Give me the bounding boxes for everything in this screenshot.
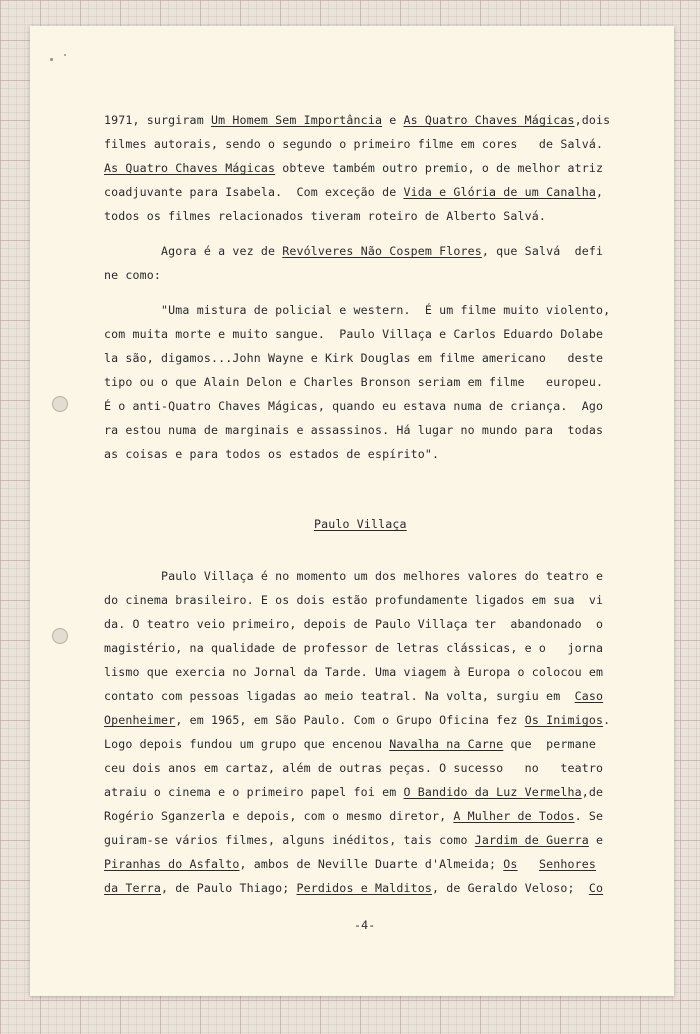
text-run: e <box>382 113 404 127</box>
quote-line <box>104 447 439 461</box>
text-run: la são, digamos...John Wayne e Kirk Douglas em filme americano deste <box>104 351 604 365</box>
underlined-title: Piranhas do Asfalto <box>104 857 240 871</box>
underlined-title: Jardim de Guerra <box>474 833 589 847</box>
text-run: , ambos de Neville Duarte d'Almeida; <box>239 857 504 871</box>
paragraph2-line <box>104 857 596 871</box>
paragraph2-line <box>104 761 603 775</box>
paragraph2-line <box>104 737 596 751</box>
paragraph1-line <box>104 137 603 151</box>
punch-hole-bottom <box>52 628 68 644</box>
paper-speck <box>64 54 66 56</box>
underlined-title: Os <box>503 857 518 871</box>
text-run: ,de <box>581 785 604 799</box>
text-run: atraiu o cinema e o primeiro papel foi em <box>104 785 404 799</box>
text-run: , de Paulo Thiago; <box>161 881 297 895</box>
paragraph1-line <box>104 268 161 282</box>
text-run: "Uma mistura de policial e western. É um filme muito violento, <box>104 303 611 317</box>
section-heading <box>314 517 407 531</box>
text-run: Paulo Villaça é no momento um dos melhores valores do teatro e <box>104 569 604 583</box>
paragraph2-line <box>104 617 603 631</box>
underlined-title: O Bandido da Luz Vermelha <box>403 785 582 799</box>
quote-line <box>104 303 610 317</box>
paragraph2-line <box>104 641 603 655</box>
underlined-title: Senhores <box>538 857 596 871</box>
underlined-title: A Mulher de Todos <box>453 809 575 823</box>
paragraph1-line <box>104 161 603 175</box>
quote-line <box>104 375 603 389</box>
text-run: contato com pessoas ligadas ao meio teatral. Na volta, surgiu em <box>104 689 575 703</box>
paragraph2-line <box>104 833 603 847</box>
text-run: do cinema brasileiro. E os dois estão profundamente ligados em sua vi <box>104 593 604 607</box>
paragraph2-line <box>104 569 603 583</box>
text-run: . <box>603 713 611 727</box>
document-page <box>30 26 674 996</box>
underlined-title: Revólveres Não Cospem Flores <box>282 244 482 258</box>
underlined-title: Co <box>588 881 604 895</box>
underlined-title: Caso <box>574 689 604 703</box>
text-run: É o anti-Quatro Chaves Mágicas, quando eu estava numa de criança. Ago <box>104 399 604 413</box>
text-run <box>518 857 539 871</box>
paragraph1-line <box>104 185 603 199</box>
underlined-title: As Quatro Chaves Mágicas <box>104 161 276 175</box>
text-run: tipo ou o que Alain Delon e Charles Bronson seriam em filme europeu. <box>104 375 604 389</box>
quote-line <box>104 327 603 341</box>
text-run: coadjuvante para Isabela. Com exceção de <box>104 185 404 199</box>
text-run: guiram-se vários filmes, alguns inéditos, tais como <box>104 833 475 847</box>
text-run: ne como: <box>104 268 162 282</box>
text-run: da. O teatro veio primeiro, depois de Paulo Villaça ter abandonado o <box>104 617 604 631</box>
text-run: Agora é a vez de <box>104 244 283 258</box>
paragraph2-line <box>104 809 603 823</box>
text-run: lismo que exercia no Jornal da Tarde. Uma viagem à Europa o colocou em <box>104 665 604 679</box>
quote-line <box>104 399 603 413</box>
text-run: ,dois <box>574 113 611 127</box>
text-run: ra estou numa de marginais e assassinos. Há lugar no mundo para todas <box>104 423 604 437</box>
text-run: , de Geraldo Veloso; <box>432 881 589 895</box>
text-run: Rogério Sganzerla e depois, com o mesmo diretor, <box>104 809 454 823</box>
underlined-title: Vida e Glória de um Canalha <box>403 185 596 199</box>
text-run: com muita morte e muito sangue. Paulo Villaça e Carlos Eduardo Dolabe <box>104 327 604 341</box>
text-run: que permane <box>503 737 596 751</box>
underlined-title: Um Homem Sem Importância <box>210 113 383 127</box>
text-run: 1971, surgiram <box>104 113 211 127</box>
text-run: todos os filmes relacionados tiveram roteiro de Alberto Salvá. <box>104 209 547 223</box>
paragraph2-line <box>104 713 610 727</box>
underlined-title: Openheimer <box>104 713 176 727</box>
paragraph2-line <box>104 665 603 679</box>
underlined-title: da Terra <box>104 881 162 895</box>
underlined-title: Os Inimigos <box>524 713 604 727</box>
text-run: obteve também outro premio, o de melhor atriz <box>275 161 604 175</box>
text-run: . Se <box>574 809 604 823</box>
quote-line <box>104 351 603 365</box>
paragraph1-line <box>104 113 610 127</box>
paragraph2-line <box>104 785 603 799</box>
text-run: , em 1965, em São Paulo. Com o Grupo Oficina fez <box>175 713 525 727</box>
underlined-title: Navalha na Carne <box>389 737 504 751</box>
text-run: filmes autorais, sendo o segundo o primeiro filme em cores de Salvá. <box>104 137 604 151</box>
text-run: , <box>595 185 604 199</box>
section-heading-text: Paulo Villaça <box>314 517 407 531</box>
text-run: magistério, na qualidade de professor de letras clássicas, e o jorna <box>104 641 604 655</box>
paragraph1-line <box>104 209 546 223</box>
punch-hole-top <box>52 396 68 412</box>
paragraph2-line <box>104 593 603 607</box>
paragraph2-line <box>104 689 603 703</box>
underlined-title: Perdidos e Malditos <box>296 881 433 895</box>
paragraph1-line <box>104 244 603 258</box>
quote-line <box>104 423 603 437</box>
text-run: as coisas e para todos os estados de espírito". <box>104 447 440 461</box>
text-run: , que Salvá defi <box>481 244 604 258</box>
paragraph2-line <box>104 881 603 895</box>
paper-speck <box>50 58 53 61</box>
underlined-title: As Quatro Chaves Mágicas <box>403 113 575 127</box>
page-number: -4- <box>354 918 376 932</box>
text-run: e <box>588 833 604 847</box>
text-run: Logo depois fundou um grupo que encenou <box>104 737 390 751</box>
text-run: ceu dois anos em cartaz, além de outras peças. O sucesso no teatro <box>104 761 604 775</box>
